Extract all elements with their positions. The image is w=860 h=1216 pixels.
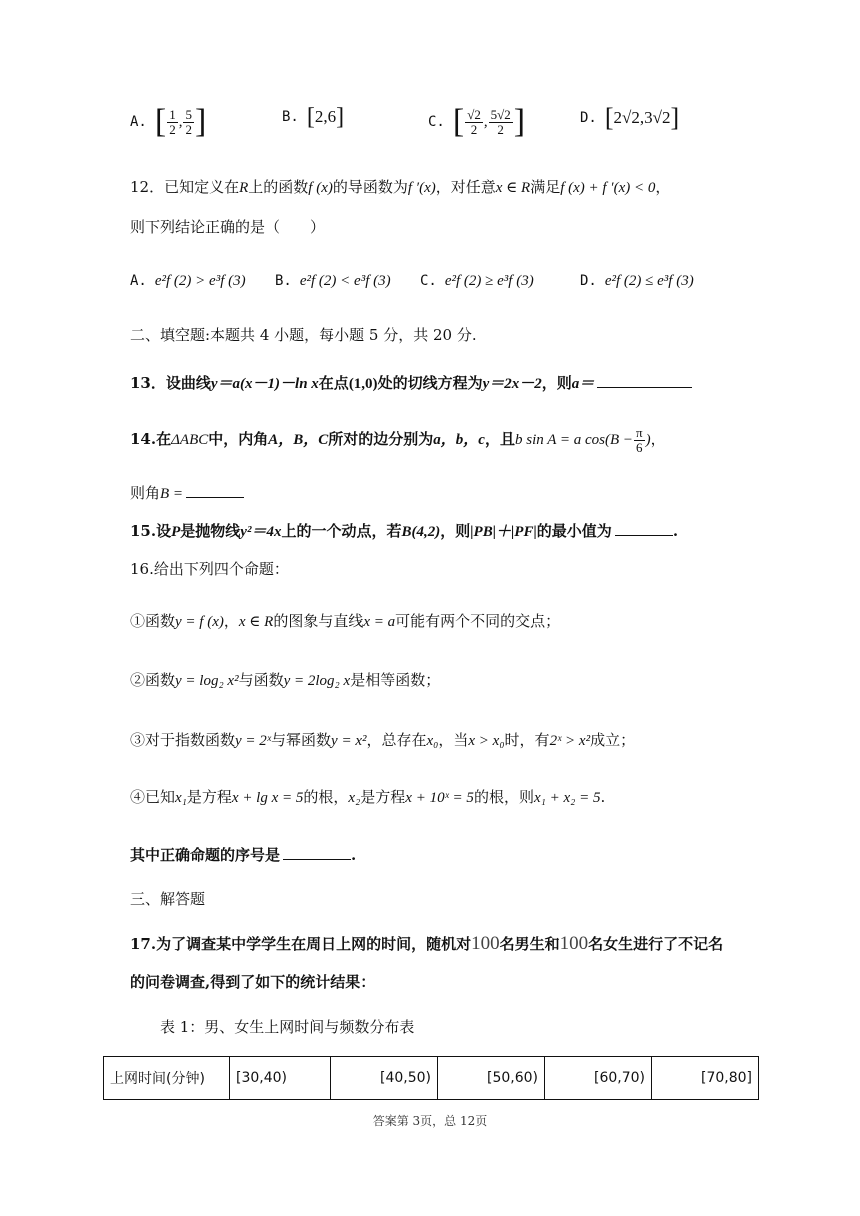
answer-blank	[283, 845, 351, 860]
fraction: $\frac{5√2}{2}$	[490, 106, 511, 137]
fraction: $\frac{5}{2}$	[185, 106, 192, 137]
q16-statement-1: ①函数y = f (x)，x ∈ R的图象与直线x = a可能有两个不同的交点；	[130, 612, 561, 630]
q15: 15.设P是抛物线y²＝4x上的一个动点，若B(4,2)，则|PB|＋|PF|的最小值为 .	[130, 522, 679, 540]
option-label: C.	[428, 114, 445, 130]
table-header-cell: [50,60)	[438, 1057, 545, 1100]
q12-options	[130, 271, 694, 290]
option-label: A.	[130, 114, 147, 130]
q16-statement-3: ③对于指数函数y = 2ˣ与幂函数y = x²，总存在x₀，当x > x₀时，有2ˣ > x²成立；	[130, 731, 636, 749]
q12-option-d: D. e²f (2) ≤ e³f (3)	[580, 273, 694, 289]
answer-blank	[597, 373, 692, 388]
q11-option-a: A. [ $\frac{1}{2}$ , $\frac{5}{2}$ ]	[130, 103, 207, 140]
option-label: D.	[580, 110, 597, 126]
fraction: $\frac{√2}{2}$	[467, 106, 481, 137]
q14-line-2: 则角B =	[130, 483, 244, 503]
q12-option-c: C. e²f (2) ≥ e³f (3)	[420, 273, 534, 289]
table-header-cell: 上网时间(分钟)	[104, 1057, 230, 1100]
q12-line-1: 12．已知定义在R上的函数f (x)的导函数为f ′(x)，对任意x ∈ R满足f (x) + f ′(x) < 0，	[130, 178, 671, 196]
q16-ask: 其中正确命题的序号是 .	[130, 846, 357, 864]
q12-line-2: 则下列结论正确的是（ ）	[130, 218, 326, 236]
interval-text: 2,6	[314, 107, 337, 126]
table-title: 表 1：男、女生上网时间与频数分布表	[160, 1018, 415, 1036]
section-2-heading: 二、填空题:本题共 4 小题，每小题 5 分，共 20 分.	[130, 326, 477, 344]
q11-option-d: D. [ 2√2,3√2 ]	[580, 103, 680, 132]
q16-statement-4: ④已知x₁是方程x + lg x = 5的根，x₂是方程x + 10ˣ = 5的根，则x₁ + x₂ = 5.	[130, 788, 606, 806]
q13: 13．设曲线y＝a(x－1)－ln x在点(1,0)处的切线方程为y＝2x－2，则a＝	[130, 373, 692, 393]
table-header-cell: [30,40)	[230, 1057, 331, 1100]
table-header-cell: [40,50)	[331, 1057, 438, 1100]
q11-option-b: B. [ 2,6 ]	[282, 104, 345, 130]
section-3-heading: 三、解答题	[130, 890, 206, 908]
q12-option-b: B. e²f (2) < e³f (3)	[275, 273, 391, 289]
interval-text: 2√2,3√2	[613, 108, 671, 127]
q16-statement-2: ②函数y = log₂ x²与函数y = 2log₂ x是相等函数；	[130, 671, 441, 689]
option-label: B.	[282, 109, 299, 125]
q14-line-1: 14.在ΔABC中，内角A，B，C所对的边分别为a，b，c，且b sin A = a cos(B − $\frac{\pi}{6}$ )，	[130, 425, 666, 455]
table-row	[104, 1057, 759, 1100]
q11-option-c: C. [ $\frac{√2}{2}$ , $\frac{5√2}{2}$ ]	[428, 103, 526, 140]
fraction: $\frac{1}{2}$	[169, 106, 176, 137]
q17-line-2: 的问卷调查,得到了如下的统计结果：	[130, 973, 376, 991]
pi-over-six: $\frac{\pi}{6}$	[636, 425, 643, 455]
q16-intro: 16.给出下列四个命题：	[130, 560, 289, 578]
answer-blank	[186, 483, 244, 498]
q12-option-a: A. e²f (2) > e³f (3)	[130, 273, 246, 289]
page-footer: 答案第 3页，总 12页	[372, 1114, 488, 1128]
answer-blank	[615, 521, 673, 536]
table-header-cell: [60,70)	[545, 1057, 652, 1100]
frequency-table	[103, 1056, 759, 1100]
table-header-cell: [70,80]	[652, 1057, 759, 1100]
q17-line-1: 17.为了调查某中学学生在周日上网的时间，随机对100名男生和100名女生进行了不记名	[130, 933, 724, 954]
